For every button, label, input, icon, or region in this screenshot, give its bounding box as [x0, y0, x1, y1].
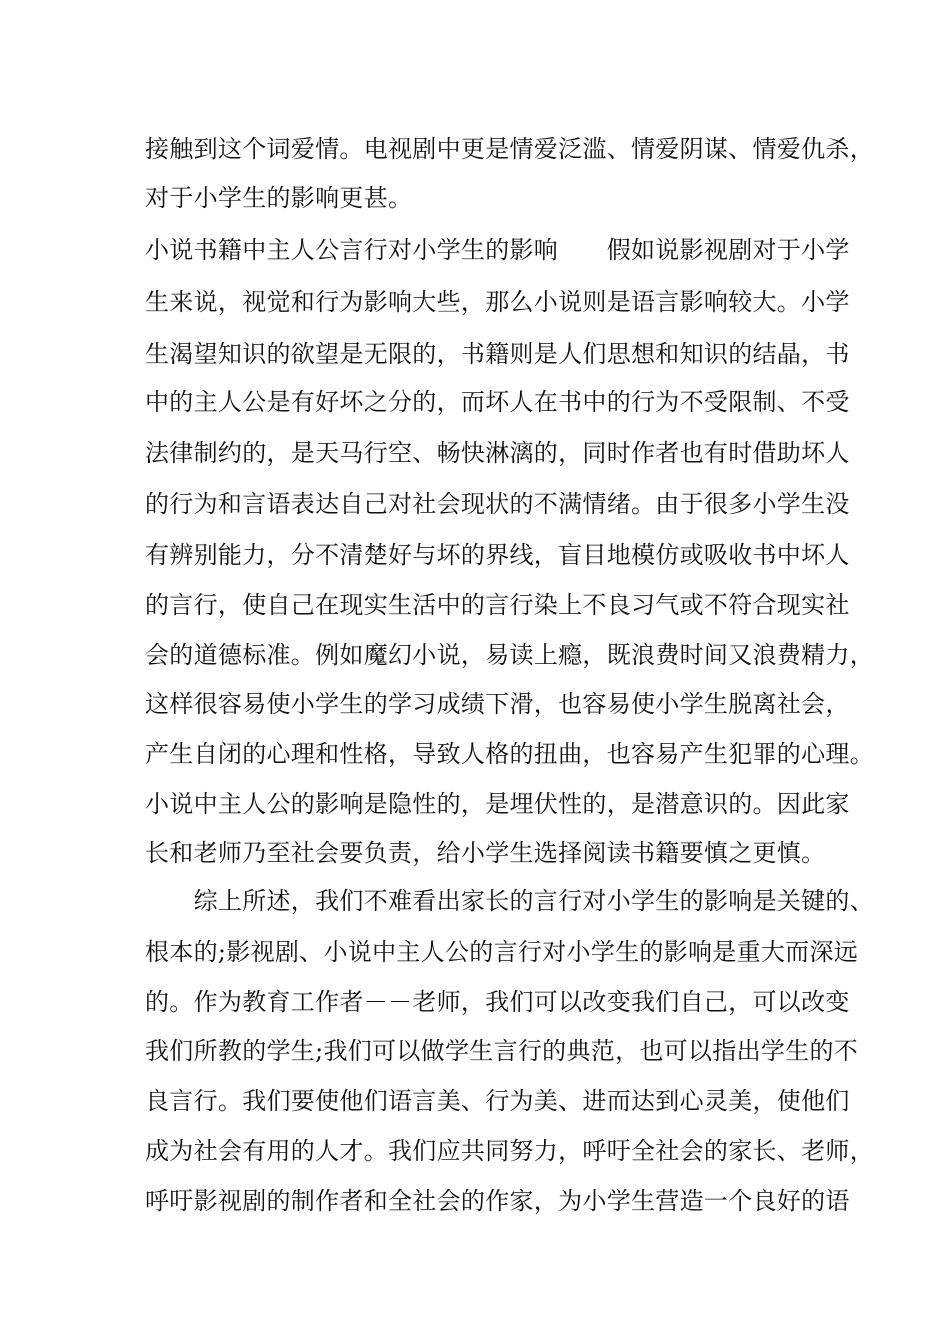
text-line-17: 根本的;影视剧、小说中主人公的言行对小学生的影响是重大而深远 — [145, 938, 859, 966]
text-line-20: 良言行。我们要使他们语言美、行为美、进而达到心灵美，使他们 — [145, 1087, 850, 1115]
text-line-18: 的。作为教育工作者－－老师，我们可以改变我们自己，可以改变 — [145, 988, 850, 1016]
text-line-11: 会的道德标准。例如魔幻小说，易读上瘾，既浪费时间又浪费精力， — [145, 641, 874, 669]
text-line-3: 小说书籍中主人公言行对小学生的影响 假如说影视剧对于小学 — [145, 236, 850, 264]
text-line-1: 接触到这个词爱情。电视剧中更是情爱泛滥、情爱阴谋、情爱仇杀， — [145, 135, 874, 163]
text-line-12: 这样很容易使小学生的学习成绩下滑，也容易使小学生脱离社会， — [145, 690, 850, 718]
text-line-22: 呼吁影视剧的制作者和全社会的作家，为小学生营造一个良好的语 — [145, 1187, 850, 1215]
text-line-21: 成为社会有用的人才。我们应共同努力，呼吁全社会的家长、老师， — [145, 1137, 874, 1165]
text-line-7: 法律制约的，是天马行空、畅快淋漓的，同时作者也有时借助坏人 — [145, 439, 850, 467]
text-line-14: 小说中主人公的影响是隐性的，是埋伏性的，是潜意识的。因此家 — [145, 790, 850, 818]
text-line-13: 产生自闭的心理和性格，导致人格的扭曲，也容易产生犯罪的心理。 — [145, 740, 874, 768]
text-line-9: 有辨别能力，分不清楚好与坏的界线，盲目地模仿或吸收书中坏人 — [145, 541, 850, 569]
text-line-10: 的言行，使自己在现实生活中的言行染上不良习气或不符合现实社 — [145, 591, 850, 619]
text-line-8: 的行为和言语表达自己对社会现状的不满情绪。由于很多小学生没 — [145, 490, 850, 518]
text-line-16: 综上所述，我们不难看出家长的言行对小学生的影响是关键的、 — [145, 887, 874, 915]
text-line-19: 我们所教的学生;我们可以做学生言行的典范，也可以指出学生的不 — [145, 1037, 859, 1065]
text-line-6: 中的主人公是有好坏之分的，而坏人在书中的行为不受限制、不受 — [145, 388, 850, 416]
text-line-4: 生来说，视觉和行为影响大些，那么小说则是语言影响较大。小学 — [145, 288, 850, 316]
text-line-15: 长和老师乃至社会要负责，给小学生选择阅读书籍要慎之更慎。 — [145, 839, 826, 867]
text-line-5: 生渴望知识的欲望是无限的，书籍则是人们思想和知识的结晶，书 — [145, 340, 850, 368]
text-line-2: 对于小学生的影响更甚。 — [145, 184, 413, 212]
